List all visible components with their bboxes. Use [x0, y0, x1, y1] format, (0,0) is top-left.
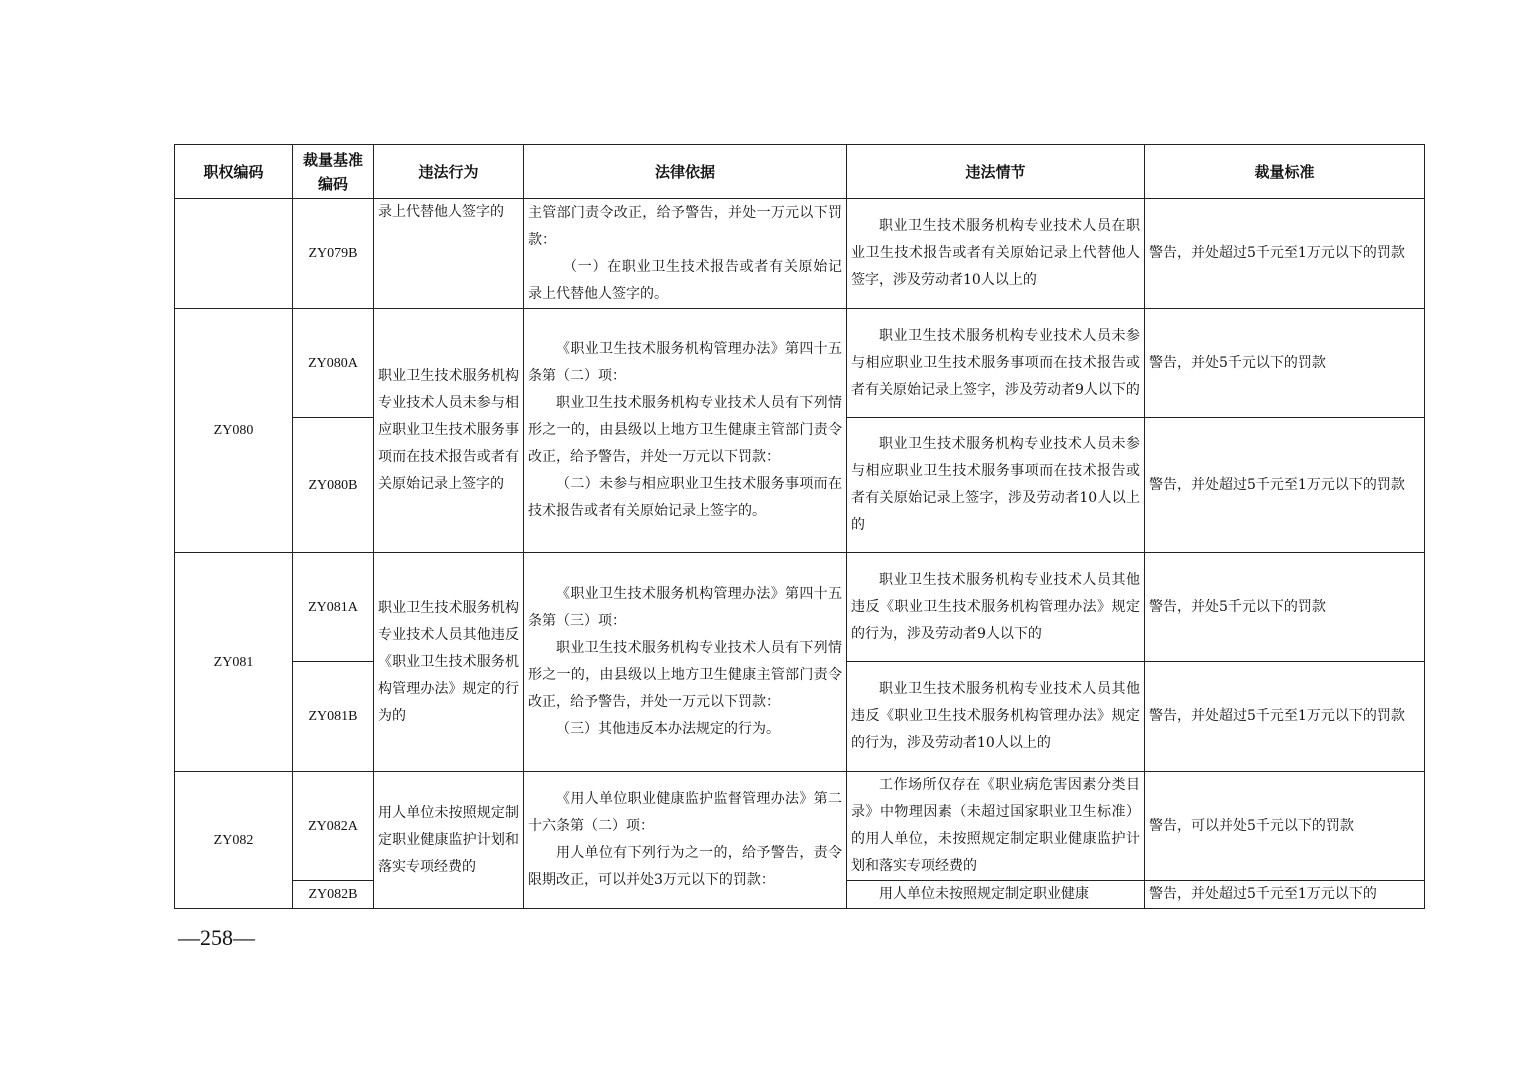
violation-text: 职业卫生技术服务机构专业技术人员未参与相应职业卫生技术服务事项而在技术报告或者有关原始记录上签字的 — [374, 309, 524, 553]
header-violation: 违法行为 — [374, 145, 524, 199]
authority-code — [175, 199, 293, 309]
circumstance: 职业卫生技术服务机构专业技术人员其他违反《职业卫生技术服务机构管理办法》规定的行为，涉及劳动者10人以上的 — [847, 662, 1145, 772]
circumstance: 工作场所仅存在《职业病危害因素分类目录》中物理因素（未超过国家职业卫生标准）的用人单位，未按照规定制定职业健康监护计划和落实专项经费的 — [847, 772, 1145, 881]
violation-text: 用人单位未按照规定制定职业健康监护计划和落实专项经费的 — [374, 772, 524, 909]
violation-text: 录上代替他人签字的 — [374, 199, 524, 309]
table-row — [175, 772, 1425, 881]
header-benchmark-code: 裁量基准编码 — [293, 145, 374, 199]
legal-basis-line: （三）其他违反本办法规定的行为。 — [556, 721, 780, 737]
header-row — [175, 145, 1425, 199]
legal-basis-line: 职业卫生技术服务机构专业技术人员有下列情形之一的，由县级以上地方卫生健康主管部门责令改正，给予警告，并处一万元以下罚款： — [528, 640, 842, 710]
benchmark-code: ZY081A — [293, 553, 374, 662]
circumstance: 用人单位未按照规定制定职业健康 — [847, 881, 1145, 909]
legal-basis-line: 《职业卫生技术服务机构管理办法》第四十五条第（二）项： — [528, 341, 842, 384]
authority-code: ZY082 — [175, 772, 293, 909]
violation-text: 职业卫生技术服务机构专业技术人员其他违反《职业卫生技术服务机构管理办法》规定的行为的 — [374, 553, 524, 772]
standard: 警告，并处5千元以下的罚款 — [1145, 309, 1425, 418]
standard: 警告，并处5千元以下的罚款 — [1145, 553, 1425, 662]
legal-basis-line: 主管部门责令改正，给予警告，并处一万元以下罚款： — [528, 204, 842, 248]
header-standard: 裁量标准 — [1145, 145, 1425, 199]
benchmark-code: ZY080B — [293, 418, 374, 553]
standard: 警告，可以并处5千元以下的罚款 — [1145, 772, 1425, 881]
benchmark-code: ZY081B — [293, 662, 374, 772]
header-circumstance: 违法情节 — [847, 145, 1145, 199]
standard: 警告，并处超过5千元至1万元以下的罚款 — [1145, 199, 1425, 309]
legal-basis — [524, 772, 847, 909]
table-row — [175, 553, 1425, 662]
legal-basis — [524, 553, 847, 772]
authority-code: ZY080 — [175, 309, 293, 553]
circumstance: 职业卫生技术服务机构专业技术人员其他违反《职业卫生技术服务机构管理办法》规定的行为，涉及劳动者9人以下的 — [847, 553, 1145, 662]
table-row — [175, 199, 1425, 309]
legal-basis — [524, 309, 847, 553]
benchmark-code: ZY082A — [293, 772, 374, 881]
legal-basis-line: （一）在职业卫生技术报告或者有关原始记录上代替他人签字的。 — [528, 258, 842, 302]
benchmark-code: ZY079B — [293, 199, 374, 309]
page-number: —258— — [178, 925, 255, 950]
standard: 警告，并处超过5千元至1万元以下的罚款 — [1145, 418, 1425, 553]
header-authority-code: 职权编码 — [175, 145, 293, 199]
table-row — [175, 309, 1425, 418]
legal-basis-line: 用人单位有下列行为之一的，给予警告，责令限期改正，可以并处3万元以下的罚款： — [528, 845, 842, 888]
authority-code: ZY081 — [175, 553, 293, 772]
benchmark-code: ZY082B — [293, 881, 374, 909]
legal-basis-line: （二）未参与相应职业卫生技术服务事项而在技术报告或者有关原始记录上签字的。 — [528, 476, 842, 519]
standard: 警告，并处超过5千元至1万元以下的 — [1145, 881, 1425, 909]
legal-basis — [524, 199, 847, 309]
header-legal-basis: 法律依据 — [524, 145, 847, 199]
legal-basis-line: 《职业卫生技术服务机构管理办法》第四十五条第（三）项： — [528, 586, 842, 629]
legal-basis-line: 职业卫生技术服务机构专业技术人员有下列情形之一的，由县级以上地方卫生健康主管部门责令改正，给予警告，并处一万元以下罚款： — [528, 395, 842, 465]
circumstance: 职业卫生技术服务机构专业技术人员未参与相应职业卫生技术服务事项而在技术报告或者有关原始记录上签字，涉及劳动者10人以上的 — [847, 418, 1145, 553]
circumstance: 职业卫生技术服务机构专业技术人员在职业卫生技术报告或者有关原始记录上代替他人签字，涉及劳动者10人以上的 — [847, 199, 1145, 309]
circumstance: 职业卫生技术服务机构专业技术人员未参与相应职业卫生技术服务事项而在技术报告或者有关原始记录上签字，涉及劳动者9人以下的 — [847, 309, 1145, 418]
penalty-table — [174, 144, 1425, 909]
benchmark-code: ZY080A — [293, 309, 374, 418]
legal-basis-line: 《用人单位职业健康监护监督管理办法》第二十六条第（二）项： — [528, 791, 842, 834]
standard: 警告，并处超过5千元至1万元以下的罚款 — [1145, 662, 1425, 772]
